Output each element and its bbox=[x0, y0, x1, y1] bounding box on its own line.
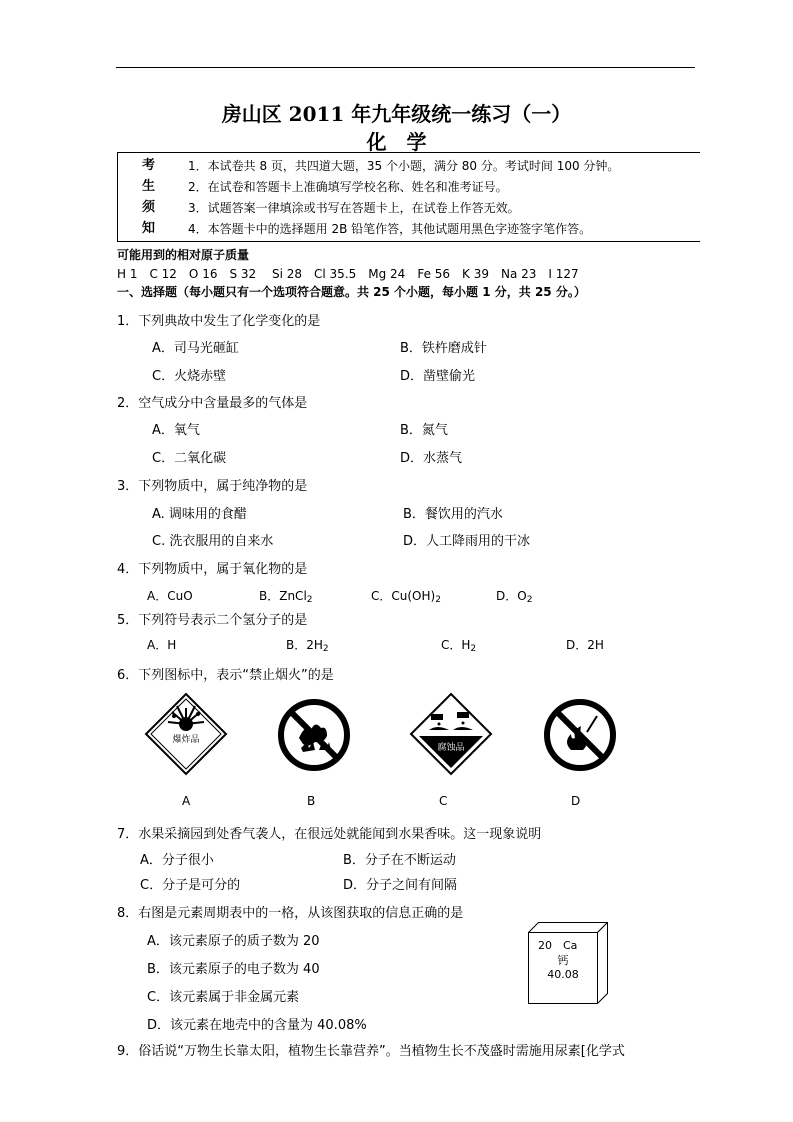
option-c: C．$H_2$ bbox=[441, 638, 477, 654]
element-mass: 40.08 bbox=[547, 968, 579, 981]
notice-item: 3．试题答案一律填涂或书写在答题卡上，在试卷上作答无效。 bbox=[188, 201, 520, 215]
question-stem: 7．水果采摘园到处香气袭人，在很远处就能闻到水果香味。这一现象说明 bbox=[117, 827, 542, 842]
no-fire-prohibition-sign-icon bbox=[277, 698, 351, 772]
option-c: C. 洗衣服用的自来水 bbox=[152, 534, 274, 549]
option-c: C．火烧赤壁 bbox=[152, 369, 227, 384]
question-stem: 4．下列物质中，属于氧化物的是 bbox=[117, 562, 308, 577]
option-a: A．司马光砸缸 bbox=[152, 341, 239, 356]
question-stem: 3．下列物质中，属于纯净物的是 bbox=[117, 479, 308, 494]
notice-item: 1．本试卷共 8 页，共四道大题，35 个小题，满分 80 分。考试时间 100 分钟。 bbox=[188, 159, 620, 173]
option-b: B．$2H_2$ bbox=[286, 638, 329, 654]
explosive-hazard-sign-icon bbox=[144, 692, 228, 776]
question-stem: 1．下列典故中发生了化学变化的是 bbox=[117, 314, 321, 329]
notice-side-char: 考 bbox=[142, 158, 156, 173]
subject-title: 化 学 bbox=[366, 130, 427, 154]
element-number-symbol: 20 Ca bbox=[538, 939, 578, 952]
option-b: B．铁杵磨成针 bbox=[400, 341, 487, 356]
option-d: D．$O_2$ bbox=[496, 589, 533, 605]
option-a: A．分子很小 bbox=[140, 853, 214, 868]
option-d: D．分子之间有间隔 bbox=[343, 878, 458, 893]
sign-label-d: D bbox=[571, 794, 581, 808]
option-b: B．氮气 bbox=[400, 423, 448, 438]
option-d: D．该元素在地壳中的含量为 40.08% bbox=[147, 1018, 367, 1033]
option-b: B．餐饮用的汽水 bbox=[403, 507, 503, 522]
option-c: C．$Cu(OH)_2$ bbox=[371, 589, 441, 605]
option-c: C．二氧化碳 bbox=[152, 451, 227, 466]
option-b: B．分子在不断运动 bbox=[343, 853, 456, 868]
no-open-flame-sign-icon bbox=[543, 698, 617, 772]
element-name: 钙 bbox=[557, 954, 569, 967]
exam-notice-box bbox=[117, 152, 700, 242]
corrosive-hazard-sign-icon bbox=[409, 692, 493, 776]
option-a: A．H bbox=[147, 638, 177, 652]
question-stem: 9．俗话说“万物生长靠太阳，植物生长靠营养”。当植物生长不茂盛时需施用尿素[化学式 bbox=[117, 1044, 625, 1059]
sign-label-a: A bbox=[182, 794, 191, 808]
option-c: C．该元素属于非金属元素 bbox=[147, 990, 300, 1005]
option-b: B．该元素原子的电子数为 40 bbox=[147, 962, 320, 977]
section-heading: 一、选择题（每小题只有一个选项符合题意。共 25 个小题，每小题 1 分，共 25 分。） bbox=[117, 285, 586, 299]
page-title: 房山区 2011 年九年级统一练习（一） bbox=[221, 102, 572, 126]
sign-label-c: C bbox=[439, 794, 448, 808]
notice-item: 4．本答题卡中的选择题用 2B 铅笔作答，其他试题用黑色字迹签字笔作答。 bbox=[188, 222, 592, 236]
option-d: D．2H bbox=[566, 638, 604, 652]
option-d: D．人工降雨用的干冰 bbox=[403, 534, 531, 549]
notice-item: 2．在试卷和答题卡上准确填写学校名称、姓名和准考证号。 bbox=[188, 180, 508, 194]
option-a: A．CuO bbox=[147, 589, 193, 603]
option-b: B．ZnCl$_2$ bbox=[259, 589, 313, 605]
option-d: D．凿壁偷光 bbox=[400, 369, 476, 384]
svg-text:腐蚀品: 腐蚀品 bbox=[437, 743, 465, 753]
sign-label-b: B bbox=[307, 794, 316, 808]
atomic-mass-heading: 可能用到的相对原子质量 bbox=[117, 248, 250, 262]
header-rule bbox=[116, 67, 695, 68]
option-a: A．氧气 bbox=[152, 423, 200, 438]
option-d: D．水蒸气 bbox=[400, 451, 463, 466]
notice-side-char: 生 bbox=[142, 179, 156, 194]
option-a: A．该元素原子的质子数为 20 bbox=[147, 934, 320, 949]
question-stem: 8．右图是元素周期表中的一格，从该图获取的信息正确的是 bbox=[117, 906, 464, 921]
notice-side-char: 须 bbox=[142, 200, 156, 215]
question-stem: 2．空气成分中含量最多的气体是 bbox=[117, 396, 308, 411]
option-c: C．分子是可分的 bbox=[140, 878, 241, 893]
question-stem: 5．下列符号表示二个氢分子的是 bbox=[117, 613, 308, 628]
svg-text:爆炸品: 爆炸品 bbox=[172, 735, 200, 745]
question-stem: 6．下列图标中，表示“禁止烟火”的是 bbox=[117, 668, 334, 683]
atomic-mass-values: H 1 C 12 O 16 S 32 Si 28 Cl 35.5 Mg 24 Fe 56 K 39 Na 23 I 127 bbox=[117, 267, 579, 281]
option-a: A. 调味用的食醋 bbox=[152, 507, 247, 522]
notice-side-char: 知 bbox=[142, 221, 156, 236]
